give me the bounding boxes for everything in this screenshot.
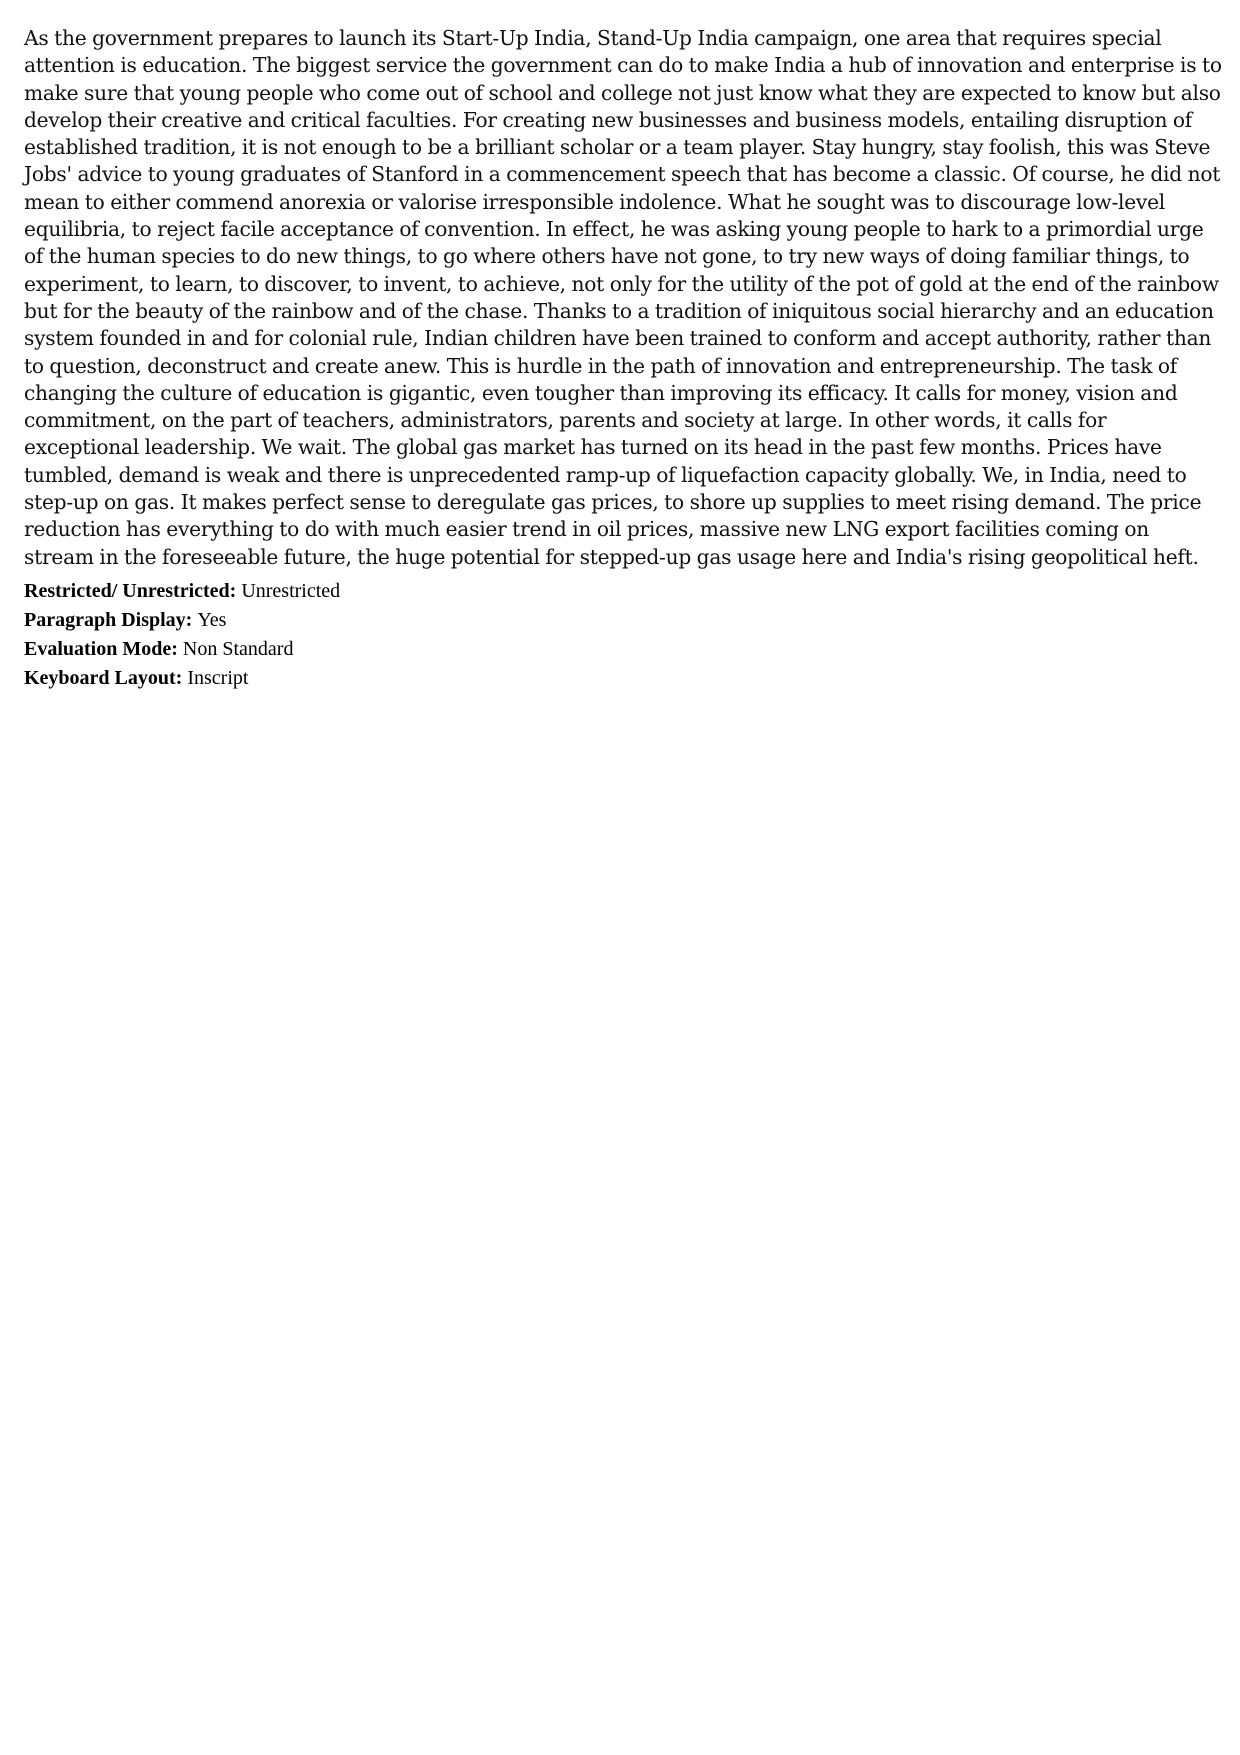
evaluation-mode-label: Evaluation Mode: [24,637,183,660]
restricted-label: Restricted/ Unrestricted: [24,579,242,602]
keyboard-layout-label: Keyboard Layout: [24,666,188,689]
test-settings [24,577,1224,693]
paragraph-display-label: Paragraph Display: [24,608,198,631]
passage-text: As the government prepares to launch its Start-Up India, Stand-Up India campaign, one area that requires special attention is education. The biggest service the government can do to make India a hub of innovation and enterprise is to make sure that young people who come out of school and college not just know what they are expected to know but also develop their creative and critical faculties. For creating new businesses and business models, entailing disruption of established tradition, it is not enough to be a brilliant scholar or a team player. Stay hungry, stay foolish, this was Steve Jobs' advice to young graduates of Stanford in a commencement speech that has become a classic. Of course, he did not mean to either commend anorexia or valorise irresponsible indolence. What he sought was to discourage low-level equilibria, to reject facile acceptance of convention. In effect, he was asking young people to hark to a primordial urge of the human species to do new things, to go where others have not gone, to try new ways of doing familiar things, to experiment, to learn, to discover, to invent, to achieve, not only for the utility of the pot of gold at the end of the rainbow but for the beauty of the rainbow and of the chase. Thanks to a tradition of iniquitous social hierarchy and an education system founded in and for colonial rule, Indian children have been trained to conform and accept authority, rather than to question, deconstruct and create anew. This is hurdle in the path of innovation and entrepreneurship. The task of changing the culture of education is gigantic, even tougher than improving its efficacy. It calls for money, vision and commitment, on the part of teachers, administrators, parents and society at large. In other words, it calls for exceptional leadership. We wait. The global gas market has turned on its head in the past few months. Prices have tumbled, demand is weak and there is unprecedented ramp-up of liquefaction capacity globally. We, in India, need to step-up on gas. It makes perfect sense to deregulate gas prices, to shore up supplies to meet rising demand. The price reduction has everything to do with much easier trend in oil prices, massive new LNG export facilities coming on stream in the foreseeable future, the huge potential for stepped-up gas usage here and India's rising geopolitical heft. [24,26,1222,569]
paragraph-display-value: Yes [197,608,227,631]
restricted-row [24,577,1224,606]
restricted-value: Unrestricted [241,579,341,602]
paragraph-display-row [24,606,1224,635]
keyboard-layout-row [24,664,1224,693]
evaluation-mode-value: Non Standard [182,637,294,660]
document-page [24,25,1224,693]
keyboard-layout-value: Inscript [187,666,249,689]
evaluation-mode-row [24,635,1224,664]
